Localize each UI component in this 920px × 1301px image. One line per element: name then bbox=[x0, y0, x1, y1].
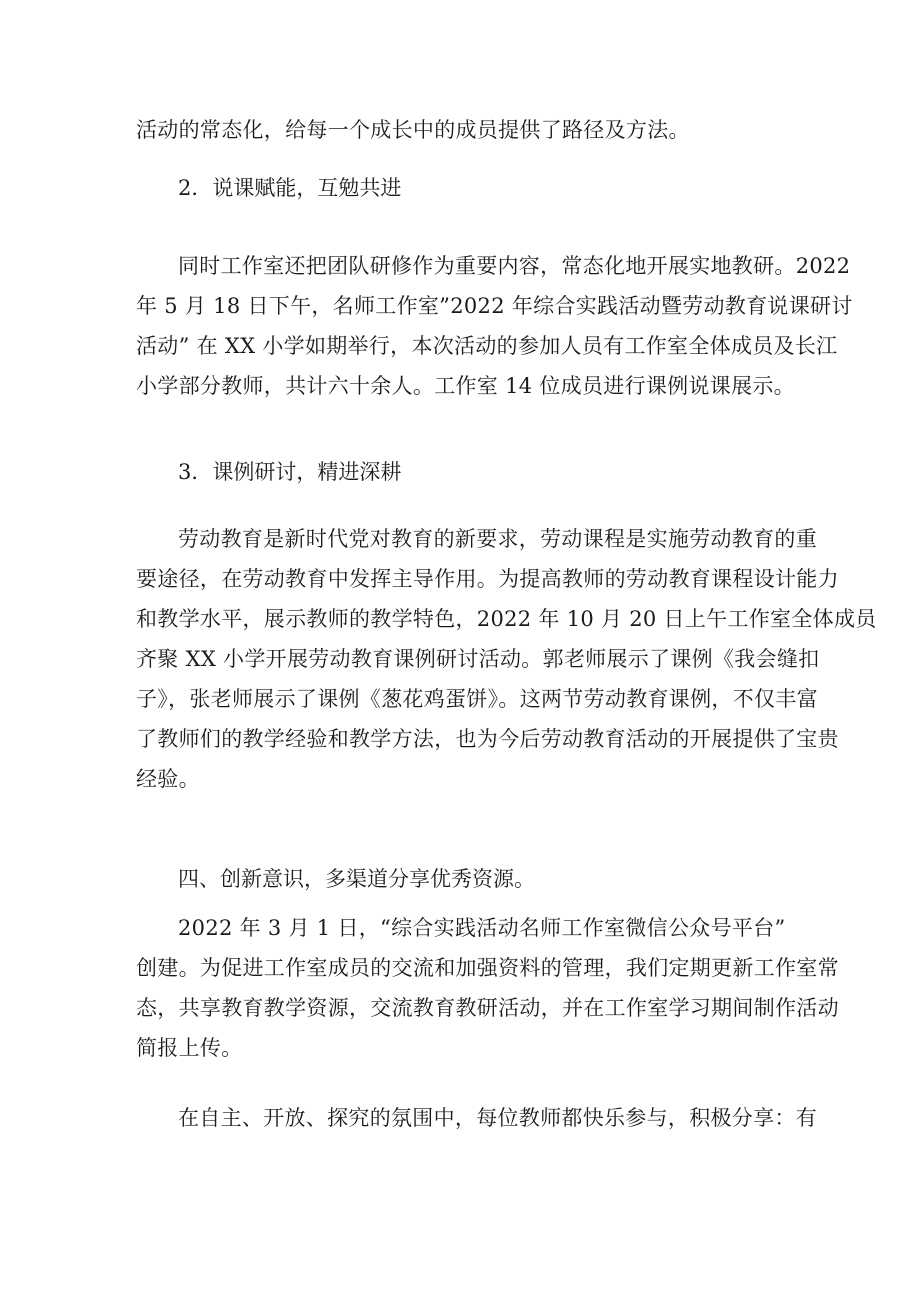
paragraph-wechat-platform bbox=[136, 908, 839, 1068]
section-heading-4 bbox=[136, 859, 792, 899]
text-line: 态，共享教育教学资源，交流教育教研活动，并在工作室学习期间制作活动 bbox=[136, 996, 839, 1020]
text-line: 齐聚 XX 小学开展劳动教育课例研讨活动。郭老师展示了课例《我会缝扣 bbox=[136, 647, 820, 671]
text-line: 劳动教育是新时代党对教育的新要求，劳动课程是实施劳动教育的重 bbox=[178, 527, 817, 551]
text-line: 同时工作室还把团队研修作为重要内容，常态化地开展实地教研。2022 bbox=[178, 254, 851, 278]
text-line: 经验。 bbox=[136, 767, 200, 791]
heading-text: 2．说课赋能，互勉共进 bbox=[178, 176, 402, 200]
section-heading-3 bbox=[136, 452, 792, 492]
paragraph-atmosphere bbox=[136, 1098, 817, 1138]
text-line: 小学部分教师，共计六十余人。工作室 14 位成员进行课例说课展示。 bbox=[136, 374, 795, 398]
section-heading-2 bbox=[136, 168, 792, 208]
text-line: 创建。为促进工作室成员的交流和加强资料的管理，我们定期更新工作室常 bbox=[136, 956, 839, 980]
text-line: 活动” 在 XX 小学如期举行，本次活动的参加人员有工作室全体成员及长江 bbox=[136, 334, 838, 358]
text-line: 要途径，在劳动教育中发挥主导作用。为提高教师的劳动教育课程设计能力 bbox=[136, 567, 839, 591]
text-line: 在自主、开放、探究的氛围中，每位教师都快乐参与，积极分享：有 bbox=[178, 1106, 817, 1130]
text-line: 子》，张老师展示了课例《葱花鸡蛋饼》。这两节劳动教育课例，不仅丰富 bbox=[136, 687, 818, 711]
paragraph-continuation bbox=[136, 110, 792, 150]
heading-text: 四、创新意识，多渠道分享优秀资源。 bbox=[178, 867, 535, 891]
text-line: 2022 年 3 月 1 日，“综合实践活动名师工作室微信公众号平台” bbox=[178, 916, 786, 940]
text-line: 简报上传。 bbox=[136, 1036, 243, 1060]
paragraph-research bbox=[136, 246, 853, 406]
paragraph-labor-education bbox=[136, 519, 877, 799]
text-line: 和教学水平，展示教师的教学特色，2022 年 10 月 20 日上午工作室全体成员 bbox=[136, 607, 877, 631]
text-line: 年 5 月 18 日下午，名师工作室”2022 年综合实践活动暨劳动教育说课研讨 bbox=[136, 294, 853, 318]
heading-text: 3．课例研讨，精进深耕 bbox=[178, 460, 402, 484]
text-line: 了教师们的教学经验和教学方法，也为今后劳动教育活动的开展提供了宝贵 bbox=[136, 727, 839, 751]
text-line: 活动的常态化，给每一个成长中的成员提供了路径及方法。 bbox=[136, 118, 690, 142]
